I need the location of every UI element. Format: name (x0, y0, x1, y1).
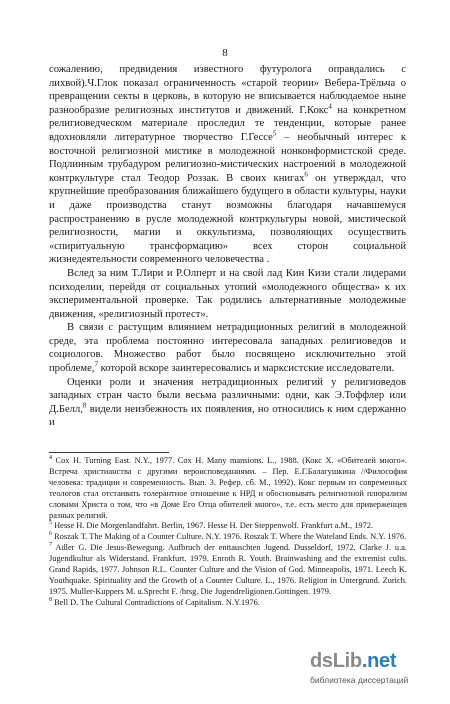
paragraph-4-text-a: Оценки роли и значения нетрадиционных религий у религиоведов западных стран часто были весьма различными: одни, как Э.Тоффлер или Д.Белл, (49, 376, 406, 415)
paragraph-3-text-b: которой вскоре заинтересовались и марксистские исследователи. (97, 363, 395, 375)
watermark-subtitle: библиотека диссертаций (310, 675, 409, 685)
footnote-text: Roszak T. The Making of a Counter Culture. N.Y. 1976. Roszak T. Where the Wateland Ends. N.Y. 1976. (52, 532, 407, 542)
paragraph-1 (49, 63, 406, 267)
footnote-number: 5 (49, 520, 52, 527)
footnote-number: 7 (49, 542, 52, 549)
footnote-4 (49, 456, 407, 521)
watermark-logo-part2: .net (361, 650, 397, 672)
footnote-8 (49, 598, 407, 609)
footnote-ref-6[interactable]: 6 (304, 170, 308, 179)
footnote-number: 4 (49, 455, 52, 462)
watermark-logo (310, 650, 396, 673)
paragraph-4 (49, 376, 406, 430)
body-text (49, 63, 406, 430)
footnote-separator (49, 452, 169, 453)
paragraph-1-text-d: он утверждал, что крупнейшие преобразования ближайшего будущего в области культуры, науки и даже производства станут возможны благодаря начавшемуся распространению в русле молодежной контркультуры новой, мистической религиозности, магии и оккультизма, позволяющих осуществить «спиритуальную трансформацию» всех сторон социальной жизнедеятельности современного человечества . (49, 172, 406, 266)
footnote-text: Hesse H. Die Morgenlandfahrt. Berlin, 1967. Hesse H. Der Steppenwolf. Frankfurt a.M., 1972. (52, 521, 374, 531)
footnote-7 (49, 543, 407, 598)
page-number: 8 (222, 47, 228, 59)
footnote-text: Bell D. The Cultural Contradictions of Capitalism. N.Y.1976. (52, 597, 260, 607)
footnote-text: Adler G. Die Jesus-Bewegung. Aufbruch der enttauschten Jugend. Dusseldorf, 1972. Clarke J. u.a. Jugendkultur als Widerstand. Frankfurt. 1979. Enroth R. Youth. Brainwashing and the extremist cults. Grand Rapids, 1977. Johnson R.L. Counter Culture and the Vision of God. Minneapolis, 1971. Leech K. Youthquake. Spirituality and the Growth of a Counter Culture. L., 1976. Religion in Untergrund. Zurich. 1975. Muller-Kuppers M. u.Sprecht F. /hrsg. Die Jugendreligionen.Gottingen. 1979. (49, 543, 407, 596)
paragraph-1-text-b: на конкретном религиоведческом материале проследил те тенденции, которые ранее вдохновляли литературное творчество Г.Гессе (49, 104, 406, 143)
footnote-number: 6 (49, 531, 52, 538)
paragraph-1-text-c: – необычный интерес к восточной религиозной мистике в молодежной нонконформистской среде. Подлинным трубадуром религиозно-мистических настроений в молодежной контркультуре стал Теодор Роззак. В своих книгах (49, 131, 406, 184)
footnotes (49, 456, 407, 609)
footnote-6 (49, 532, 407, 543)
dslib-watermark (310, 650, 445, 690)
footnote-ref-4[interactable]: 4 (328, 102, 332, 111)
footnote-5 (49, 521, 407, 532)
footnote-ref-5[interactable]: 5 (272, 129, 277, 138)
paragraph-3 (49, 321, 406, 375)
footnote-text: Cox H. Turning East. N.Y., 1977. Cox H. Many mansions. L., 1988. (Кокс X. «Обителей много». Встреча христианства с другими вероисповеданиями. – Пер. Е.Г.Балагушкина //Философия человека: традиции и современность. Вып. 3. Рефер. сб. М., 1992). Кокс первым из современных теологов стал отстаивать толерантное отношение к НРД и обосновывать религиозной плюрализм словами Христа о том, что «в Доме Его Отца обителей много», т.е. есть место для приверженцев разных религий. (49, 456, 407, 520)
paragraph-1-text-a: сожалению, предвидения известного футуролога оправдались с лихвой).Ч.Глок показал ограниченность «старой теории» Вебера-Трёльча о превращении секты в церковь, в которую не вписывается наблюдаемое ныне разнообразие религиозных институтов и движений. Г.Кокс (49, 64, 406, 116)
footnote-ref-8[interactable]: 8 (82, 401, 87, 410)
watermark-logo-part1: dsLib (310, 650, 362, 672)
paragraph-4-text-b: видели неизбежность их появления, но относились к ним сдержанно и (49, 403, 406, 429)
paragraph-3-text-a: В связи с растущим влиянием нетрадиционных религий в молодежной среде, эта проблема постоянно интересовала западных религиоведов и социологов. Множество работ было посвящено исключительно этой проблеме, (49, 322, 406, 375)
paragraph-2: Вслед за ним Т.Лири и Р.Олперт и на свой лад Кин Кизи стали лидерами психоделии, перейдя от социальных утопий «молодежного общества» к их экспериментальной проверке. Так родились альтернативные молодежные движения, «религиозный протест». (49, 267, 406, 320)
footnote-ref-7[interactable]: 7 (94, 360, 98, 369)
footnote-number: 8 (49, 596, 52, 603)
